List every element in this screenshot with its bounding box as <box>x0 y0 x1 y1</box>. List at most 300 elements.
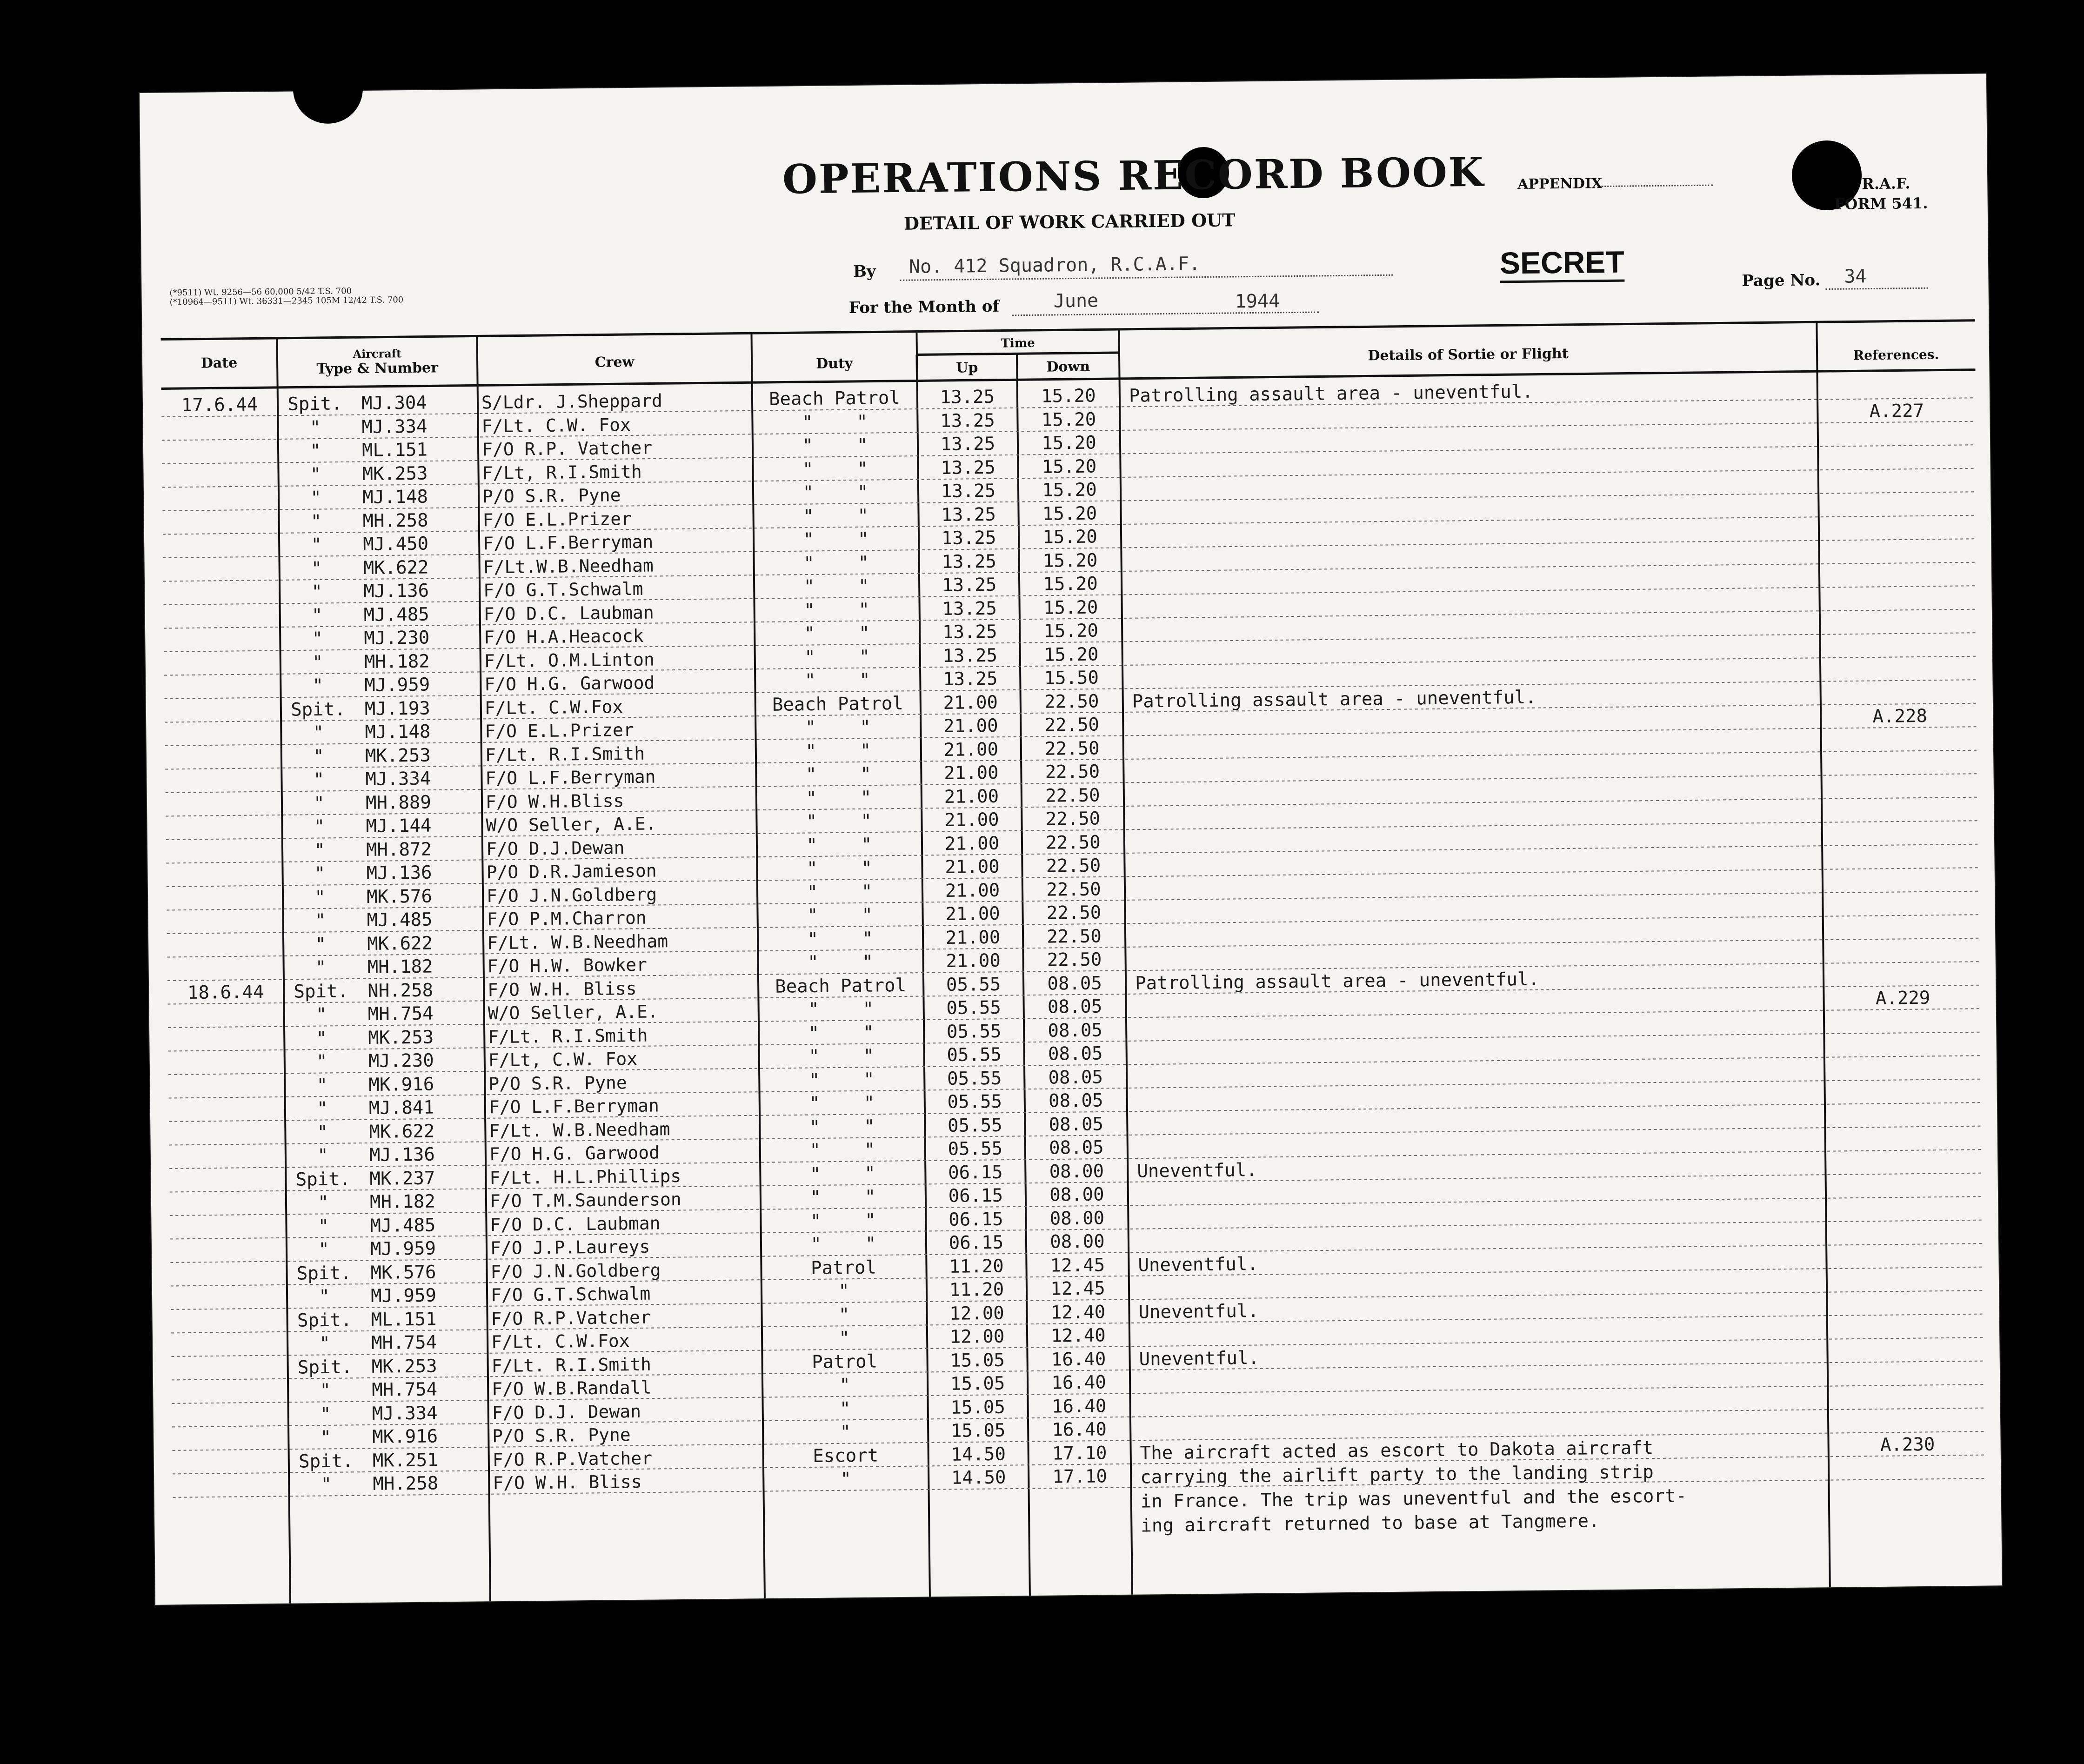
row-time-up: 05.55 <box>946 1021 1002 1042</box>
row-crew: F/O J.N.Goldberg <box>490 1259 661 1282</box>
row-crew: F/O D.C. Laubman <box>483 601 655 624</box>
print-line-2: (*10964—9511) Wt. 36331—2345 105M 12/42 T.S. 700 <box>169 295 404 307</box>
col-crew: Crew <box>594 354 635 371</box>
form-subtitle: DETAIL OF WORK CARRIED OUT <box>903 209 1236 234</box>
row-aircraft-type: " <box>318 1216 329 1237</box>
row-crew: F/Lt, C.W. Fox <box>488 1048 638 1071</box>
row-crew: F/Lt.W.B.Needham <box>483 555 654 577</box>
row-time-up: 12.00 <box>949 1303 1005 1324</box>
row-time-up: 12.00 <box>949 1326 1005 1348</box>
row-aircraft-number: MK.622 <box>367 933 433 955</box>
row-aircraft-type: Spit. <box>298 1450 354 1472</box>
row-aircraft-type: " <box>312 652 323 673</box>
col-duty: Duty <box>815 355 853 372</box>
row-time-down: 15.20 <box>1042 502 1097 525</box>
row-duty: " <box>839 1398 851 1419</box>
row-crew: F/O J.P.Laureys <box>490 1236 650 1259</box>
row-aircraft-type: Spit. <box>287 393 342 415</box>
row-time-up: 21.00 <box>945 880 1000 902</box>
row-time-up: 05.55 <box>946 997 1002 1019</box>
row-aircraft-number: MK.576 <box>366 886 433 908</box>
row-aircraft-number: MK.576 <box>370 1261 436 1283</box>
month-label: For the Month of <box>848 297 1000 318</box>
form-id-line2: FORM 541. <box>1834 194 1928 213</box>
row-aircraft-number: ML.151 <box>361 439 428 461</box>
row-time-down: 22.50 <box>1044 737 1100 760</box>
row-duty: " " <box>804 646 870 668</box>
row-crew: F/O L.F.Berryman <box>488 1095 660 1118</box>
row-time-up: 21.00 <box>944 786 999 808</box>
row-aircraft-number: MH.754 <box>367 1003 434 1025</box>
form-id-line1: R.A.F. <box>1862 174 1910 193</box>
row-crew: F/O D.C. Laubman <box>490 1212 661 1235</box>
row-aircraft-type: " <box>312 628 323 650</box>
row-aircraft-number: MJ.148 <box>362 486 428 508</box>
row-time-down: 15.20 <box>1042 526 1098 548</box>
row-time-up: 11.20 <box>949 1279 1004 1301</box>
row-aircraft-number: MK.253 <box>365 745 431 767</box>
row-aircraft-type: Spit. <box>294 980 349 1002</box>
row-crew: S/Ldr. J.Sheppard <box>481 390 663 413</box>
row-aircraft-type: " <box>309 417 321 438</box>
row-time-down: 08.00 <box>1049 1184 1104 1206</box>
row-aircraft-number: MK.622 <box>369 1120 435 1143</box>
row-aircraft-type: " <box>316 1051 327 1073</box>
row-time-down: 22.50 <box>1044 690 1099 713</box>
row-crew: F/O H.A.Heacock <box>484 625 644 648</box>
sortie-details: Patrolling assault area - uneventful. <box>1129 381 1533 407</box>
form-title: OPERATIONS RECORD BOOK <box>782 148 1485 203</box>
row-time-down: 17.10 <box>1052 1442 1107 1464</box>
row-time-down: 15.20 <box>1042 432 1096 454</box>
row-aircraft-type: " <box>314 910 326 932</box>
row-duty: Beach Patrol <box>768 387 901 410</box>
sortie-details: Patrolling assault area - uneventful. <box>1135 969 1540 994</box>
row-time-down: 15.20 <box>1042 479 1097 501</box>
row-duty: " " <box>806 810 872 833</box>
row-aircraft-number: MK.237 <box>369 1167 435 1189</box>
row-aircraft-number: MH.182 <box>364 651 430 673</box>
reference-code: A.230 <box>1880 1434 1935 1456</box>
row-aircraft-type: " <box>314 887 326 908</box>
row-time-down: 16.40 <box>1051 1372 1107 1394</box>
row-crew: F/O G.T.Schwalm <box>490 1283 651 1306</box>
row-crew: F/O R.P. Vatcher <box>481 437 653 460</box>
col-references: References. <box>1853 347 1939 363</box>
row-time-up: 21.00 <box>944 809 999 831</box>
row-time-down: 12.45 <box>1050 1278 1105 1300</box>
row-duty: " " <box>809 1092 875 1115</box>
row-time-up: 05.55 <box>947 1068 1002 1089</box>
row-time-up: 21.00 <box>943 739 999 761</box>
row-aircraft-number: MK.251 <box>372 1449 438 1471</box>
row-time-up: 13.25 <box>942 598 997 620</box>
row-aircraft-type: " <box>319 1333 331 1355</box>
row-aircraft-number: MJ.136 <box>363 580 429 602</box>
row-aircraft-number: MK.916 <box>372 1426 438 1448</box>
row-aircraft-number: MJ.959 <box>364 674 430 696</box>
row-time-down: 08.05 <box>1048 1043 1103 1065</box>
by-label: By <box>853 262 876 281</box>
row-aircraft-number: MJ.959 <box>370 1238 436 1260</box>
row-time-down: 22.50 <box>1045 784 1100 807</box>
row-duty: " " <box>808 1022 874 1044</box>
row-time-up: 21.00 <box>943 715 998 737</box>
row-duty: " " <box>802 411 868 433</box>
row-aircraft-number: MH.258 <box>373 1473 439 1495</box>
row-aircraft-type: " <box>318 1239 330 1261</box>
row-time-up: 13.25 <box>941 480 996 502</box>
row-aircraft-type: " <box>319 1286 330 1308</box>
row-duty: " " <box>809 1139 875 1162</box>
appendix-label: APPENDIX <box>1517 175 1603 193</box>
sortie-details: Patrolling assault area - uneventful. <box>1132 687 1536 712</box>
row-time-up: 06.15 <box>948 1209 1003 1230</box>
row-time-down: 22.50 <box>1047 925 1102 948</box>
row-crew: F/Lt. C.W. Fox <box>481 414 631 436</box>
row-duty: " <box>839 1328 850 1349</box>
row-crew: F/O L.F.Berryman <box>482 531 654 554</box>
row-crew: F/O J.N.Goldberg <box>486 883 657 906</box>
row-crew: F/O T.M.Saunderson <box>489 1189 682 1212</box>
row-crew: F/O D.J. Dewan <box>492 1401 641 1423</box>
row-time-up: 21.00 <box>944 833 1000 855</box>
row-aircraft-type: " <box>315 1004 327 1026</box>
row-aircraft-type: " <box>317 1122 328 1143</box>
row-aircraft-type: " <box>313 746 324 767</box>
row-aircraft-type: " <box>312 675 324 697</box>
row-aircraft-type: " <box>314 840 326 861</box>
row-aircraft-type: Spit. <box>295 1168 351 1190</box>
row-time-up: 06.15 <box>948 1232 1004 1254</box>
row-time-up: 15.05 <box>950 1373 1005 1395</box>
row-aircraft-type: " <box>320 1403 331 1425</box>
sortie-details: The aircraft acted as escort to Dakota aircraft carrying the airlift party to the landing strip in France. The trip was uneventful and the escort- ing aircraft returned to base at Tangmere. <box>1140 1437 1687 1537</box>
row-aircraft-type: " <box>314 816 325 838</box>
row-aircraft-number: MJ.136 <box>366 862 432 884</box>
row-duty: Beach Patrol <box>772 693 903 715</box>
row-aircraft-number: MJ.334 <box>361 416 427 438</box>
row-duty: " " <box>807 951 874 974</box>
row-duty: Patrol <box>811 1351 878 1373</box>
row-time-up: 05.55 <box>948 1138 1003 1160</box>
row-crew: F/Lt. R.I.Smith <box>485 743 645 765</box>
row-time-down: 08.05 <box>1047 972 1102 995</box>
row-time-down: 17.10 <box>1052 1466 1108 1488</box>
row-time-down: 22.50 <box>1046 855 1101 877</box>
row-aircraft-number: MJ.230 <box>364 627 430 649</box>
row-aircraft-number: MH.754 <box>371 1332 437 1354</box>
row-time-down: 12.45 <box>1050 1254 1105 1276</box>
sortie-details: Uneventful. <box>1138 1300 1259 1323</box>
row-crew: F/O W.B.Randall <box>491 1377 652 1400</box>
row-duty: " " <box>802 458 868 480</box>
reference-code: A.228 <box>1872 705 1928 728</box>
row-duty: Beach Patrol <box>775 975 907 997</box>
row-aircraft-type: " <box>316 1098 328 1120</box>
row-time-down: 15.20 <box>1041 385 1096 407</box>
month-value: June <box>1053 290 1099 312</box>
row-time-up: 13.25 <box>940 433 995 455</box>
row-time-down: 22.50 <box>1044 714 1100 736</box>
row-aircraft-number: MJ.148 <box>365 721 431 743</box>
col-aircraft-line2: Type & Number <box>316 360 439 378</box>
row-time-down: 12.40 <box>1051 1325 1106 1347</box>
row-crew: F/Lt. C.W.Fox <box>484 696 623 718</box>
row-crew: F/O G.T.Schwalm <box>483 578 643 601</box>
row-time-down: 15.50 <box>1044 667 1099 689</box>
row-time-down: 08.05 <box>1048 1090 1103 1112</box>
row-time-up: 13.25 <box>942 551 997 573</box>
row-duty: " " <box>803 528 869 551</box>
row-time-up: 13.25 <box>942 621 997 643</box>
row-aircraft-number: NH.258 <box>367 979 434 1002</box>
row-aircraft-number: MK.253 <box>362 463 428 485</box>
row-duty: " " <box>806 857 873 880</box>
row-crew: F/O W.H. Bliss <box>487 978 637 1000</box>
col-up: Up <box>956 360 978 376</box>
row-aircraft-number: MH.754 <box>371 1379 438 1401</box>
row-aircraft-type: " <box>310 464 321 485</box>
row-aircraft-number: MH.182 <box>367 956 433 978</box>
by-value: No. 412 Squadron, R.C.A.F. <box>908 253 1201 278</box>
row-time-up: 21.00 <box>943 692 998 714</box>
row-duty: " " <box>805 716 871 739</box>
row-aircraft-type: " <box>310 487 322 509</box>
row-time-down: 15.20 <box>1043 596 1098 619</box>
row-time-down: 08.00 <box>1049 1207 1105 1229</box>
row-aircraft-type: " <box>311 534 322 556</box>
row-crew: F/O H.G. Garwood <box>489 1142 660 1165</box>
row-time-up: 05.55 <box>946 974 1001 996</box>
row-crew: F/Lt. O.M.Linton <box>484 648 655 671</box>
col-details: Details of Sortie or Flight <box>1368 345 1569 364</box>
row-crew: F/Lt, R.I.Smith <box>482 461 642 483</box>
row-time-up: 21.00 <box>945 856 1000 878</box>
row-duty: " " <box>802 434 868 457</box>
row-aircraft-number: MJ.841 <box>368 1097 434 1119</box>
row-time-up: 05.55 <box>947 1044 1002 1066</box>
row-time-down: 08.00 <box>1049 1160 1104 1183</box>
page-label: Page No. <box>1742 271 1821 290</box>
row-crew: F/Lt. W.B.Needham <box>489 1118 670 1141</box>
row-time-down: 22.50 <box>1046 831 1101 854</box>
row-aircraft-type: " <box>321 1474 332 1496</box>
row-duty: " " <box>808 1069 875 1091</box>
row-aircraft-type: " <box>318 1192 329 1214</box>
row-duty: " " <box>804 622 870 645</box>
row-aircraft-number: MK.622 <box>363 557 429 579</box>
row-time-down: 16.40 <box>1052 1419 1107 1441</box>
row-time-down: 08.05 <box>1048 1066 1103 1089</box>
record-sheet <box>140 74 2002 1604</box>
row-time-up: 13.25 <box>940 410 995 432</box>
row-crew: F/Lt. C.W.Fox <box>491 1330 630 1353</box>
row-duty: " " <box>805 763 872 786</box>
reference-code: A.229 <box>1875 987 1930 1009</box>
row-time-up: 13.25 <box>942 668 998 690</box>
row-time-down: 08.05 <box>1049 1137 1104 1159</box>
row-time-down: 22.50 <box>1046 878 1101 901</box>
row-time-up: 15.05 <box>950 1420 1006 1442</box>
row-duty: " " <box>803 575 869 598</box>
row-aircraft-number: MH.258 <box>362 510 428 532</box>
row-crew: F/O H.W. Bowker <box>487 954 648 977</box>
row-aircraft-type: " <box>310 511 322 532</box>
col-time: Time <box>1001 336 1035 351</box>
sortie-details: Uneventful. <box>1137 1159 1257 1182</box>
page-value: 34 <box>1844 266 1867 287</box>
row-duty: " <box>840 1469 852 1490</box>
row-time-up: 13.25 <box>941 504 996 526</box>
row-crew: F/O W.H.Bliss <box>485 790 624 812</box>
row-aircraft-number: ML.151 <box>371 1308 437 1330</box>
row-duty: " " <box>808 1045 875 1068</box>
row-aircraft-number: MJ.136 <box>369 1144 435 1166</box>
print-line-1: (*9511) Wt. 9256—56 60,000 5/42 T.S. 700 <box>169 286 352 298</box>
row-time-down: 15.20 <box>1042 456 1097 478</box>
classification-stamp: SECRET <box>1500 244 1625 283</box>
row-duty: " " <box>802 505 869 527</box>
col-down: Down <box>1046 358 1090 375</box>
row-duty: " " <box>808 998 874 1021</box>
row-duty: " " <box>809 1163 876 1185</box>
row-aircraft-number: MK.253 <box>368 1026 434 1049</box>
row-time-down: 22.50 <box>1045 808 1101 830</box>
row-crew: F/O E.L.Prizer <box>482 508 632 530</box>
row-duty: " " <box>804 669 870 692</box>
row-aircraft-type: Spit. <box>297 1309 352 1331</box>
row-duty: " " <box>809 1116 875 1138</box>
row-aircraft-type: " <box>316 1075 328 1096</box>
year-value: 1944 <box>1235 290 1280 313</box>
row-crew: F/Lt. H.L.Phillips <box>489 1165 681 1188</box>
row-aircraft-number: MH.872 <box>366 839 432 861</box>
row-duty: " <box>840 1422 851 1443</box>
row-time-down: 22.50 <box>1047 949 1102 971</box>
row-time-up: 06.15 <box>948 1162 1003 1183</box>
sortie-details: Uneventful. <box>1138 1253 1259 1276</box>
row-crew: F/O L.F.Berryman <box>485 766 656 789</box>
row-time-down: 22.50 <box>1045 761 1100 783</box>
row-aircraft-number: MK.916 <box>368 1073 434 1096</box>
row-duty: " " <box>802 481 868 504</box>
row-duty: " " <box>807 904 873 927</box>
row-crew: F/Lt. R.I.Smith <box>488 1025 648 1047</box>
row-aircraft-number: MJ.144 <box>366 815 432 837</box>
row-duty: " " <box>804 599 870 621</box>
row-time-up: 13.25 <box>941 457 995 479</box>
row-time-up: 11.20 <box>949 1256 1004 1277</box>
row-duty: " " <box>810 1186 876 1209</box>
row-time-down: 15.20 <box>1041 409 1096 431</box>
row-aircraft-type: " <box>316 1028 327 1049</box>
row-duty: Patrol <box>810 1257 877 1279</box>
row-aircraft-number: MJ.334 <box>365 768 431 790</box>
row-crew: F/O P.M.Charron <box>487 907 647 930</box>
row-time-up: 06.15 <box>948 1185 1003 1207</box>
row-duty: " <box>839 1375 851 1396</box>
row-crew: P/O S.R. Pyne <box>488 1072 627 1094</box>
row-aircraft-type: Spit. <box>297 1356 353 1378</box>
row-aircraft-number: MJ.334 <box>372 1402 438 1424</box>
row-time-down: 08.00 <box>1050 1231 1105 1253</box>
row-time-down: 08.05 <box>1049 1113 1104 1136</box>
row-crew: F/Lt. W.B.Needham <box>487 930 668 953</box>
row-time-up: 13.25 <box>942 574 997 596</box>
row-aircraft-number: MJ.450 <box>362 533 429 555</box>
row-time-up: 13.25 <box>941 527 996 549</box>
row-time-down: 12.40 <box>1050 1301 1106 1323</box>
row-duty: " <box>838 1281 850 1302</box>
row-date: 17.6.44 <box>181 394 258 416</box>
row-aircraft-number: MK.253 <box>371 1355 437 1377</box>
row-aircraft-number: MH.889 <box>365 792 432 814</box>
row-duty: " " <box>807 881 873 903</box>
row-aircraft-number: MJ.193 <box>364 698 431 720</box>
row-aircraft-type: " <box>314 793 325 814</box>
row-aircraft-number: MJ.485 <box>363 604 429 626</box>
row-time-down: 15.20 <box>1042 549 1098 572</box>
row-aircraft-number: MH.182 <box>369 1191 436 1213</box>
row-time-down: 15.20 <box>1043 643 1099 666</box>
row-aircraft-type: " <box>314 863 326 885</box>
row-duty: " " <box>810 1233 876 1256</box>
row-time-up: 14.50 <box>951 1467 1006 1489</box>
row-time-up: 14.50 <box>951 1443 1006 1465</box>
row-duty: " " <box>806 787 872 809</box>
row-aircraft-type: Spit. <box>296 1262 352 1284</box>
row-date: 18.6.44 <box>187 981 264 1003</box>
row-duty: " <box>838 1304 850 1325</box>
row-crew: F/Lt. R.I.Smith <box>491 1354 652 1376</box>
row-aircraft-number: MJ.485 <box>370 1214 436 1236</box>
row-crew: F/O H.G. Garwood <box>484 672 655 695</box>
row-time-up: 21.00 <box>946 950 1001 972</box>
reference-code: A.227 <box>1869 400 1924 422</box>
row-crew: P/O D.R.Jamieson <box>486 860 657 883</box>
row-aircraft-type: " <box>311 605 323 626</box>
row-duty: Escort <box>813 1445 879 1467</box>
row-crew: W/O Seller, A.E. <box>488 1001 659 1024</box>
row-crew: W/O Seller, A.E. <box>486 813 656 836</box>
row-aircraft-type: " <box>313 769 325 791</box>
row-duty: " " <box>805 740 871 762</box>
row-time-down: 15.20 <box>1043 620 1099 642</box>
row-time-up: 13.25 <box>940 386 995 408</box>
row-aircraft-type: " <box>315 934 327 955</box>
row-aircraft-number: MJ.485 <box>367 909 433 931</box>
row-time-down: 16.40 <box>1051 1395 1107 1417</box>
row-aircraft-type: " <box>310 440 321 462</box>
row-time-down: 15.20 <box>1043 573 1098 595</box>
row-aircraft-number: MJ.230 <box>368 1050 434 1072</box>
col-date: Date <box>200 354 238 372</box>
row-crew: F/O D.J.Dewan <box>486 837 625 859</box>
row-time-up: 21.00 <box>945 927 1001 949</box>
row-time-down: 16.40 <box>1051 1348 1106 1370</box>
row-aircraft-type: " <box>317 1145 328 1167</box>
row-crew: F/O E.L.Prizer <box>485 719 634 742</box>
row-aircraft-type: " <box>315 957 327 979</box>
sortie-details: Uneventful. <box>1139 1347 1260 1370</box>
row-aircraft-type: Spit. <box>290 698 346 721</box>
row-duty: " " <box>803 552 869 574</box>
row-crew: P/O S.R. Pyne <box>492 1424 631 1447</box>
row-aircraft-type: " <box>313 722 324 744</box>
row-aircraft-number: MJ.959 <box>370 1285 437 1307</box>
row-time-up: 15.05 <box>950 1350 1005 1371</box>
